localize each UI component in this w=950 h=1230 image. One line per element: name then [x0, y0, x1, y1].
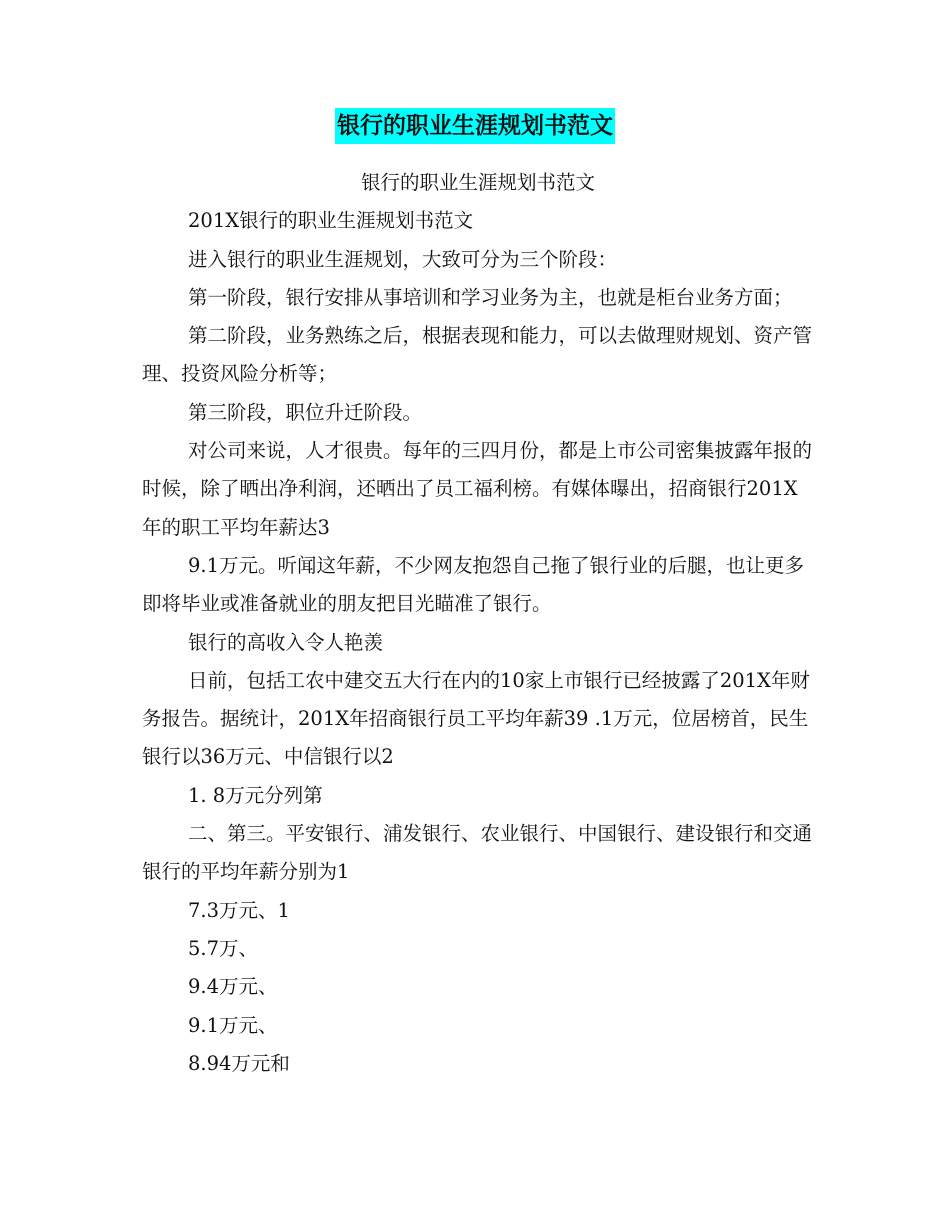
paragraph: 9.4万元、: [188, 975, 278, 999]
paragraph: 201X银行的职业生涯规划书范文: [188, 209, 474, 233]
subtitle-paragraph: 银行的职业生涯规划书范文: [360, 171, 595, 194]
paragraph: 对公司来说，人才很贵。每年的三四月份，都是上市公司密集披露年报的时候，除了晒出净利润，还晒出了员工福利榜。有媒体曝出，招商银行201X年的职工平均年薪达3: [142, 439, 813, 539]
title-container: [0, 108, 950, 144]
paragraph: 5.7万、: [188, 936, 259, 960]
paragraph: 第一阶段，银行安排从事培训和学习业务为主，也就是柜台业务方面；: [188, 285, 793, 309]
document-title: 银行的职业生涯规划书范文: [335, 108, 615, 144]
paragraph: 日前，包括工农中建交五大行在内的10家上市银行已经披露了201X年财务报告。据统计，201X年招商银行员工平均年薪39 .1万元，位居榜首，民生银行以36万元、中信银行以2: [142, 668, 810, 769]
paragraph: 9.1万元。听闻这年薪，不少网友抱怨自己拖了银行业的后腿，也让更多即将毕业或准备就业的朋友把目光瞄准了银行。: [142, 553, 805, 616]
paragraph: 8.94万元和: [188, 1051, 290, 1075]
paragraph: 第二阶段，业务熟练之后，根据表现和能力，可以去做理财规划、资产管理、投资风险分析等；: [142, 324, 813, 386]
paragraph: 第三阶段，职位升迁阶段。: [188, 400, 423, 424]
paragraph: 9.1万元、: [188, 1013, 278, 1037]
paragraph: 二、第三。平安银行、浦发银行、农业银行、中国银行、建设银行和交通银行的平均年薪分别为1: [142, 822, 813, 884]
paragraph: 进入银行的职业生涯规划，大致可分为三个阶段：: [188, 247, 618, 271]
paragraph: 1. 8万元分列第: [188, 783, 323, 807]
document-body: [142, 164, 814, 1083]
paragraph: 银行的高收入令人艳羡: [188, 630, 384, 654]
paragraph: 7.3万元、1: [188, 898, 290, 922]
